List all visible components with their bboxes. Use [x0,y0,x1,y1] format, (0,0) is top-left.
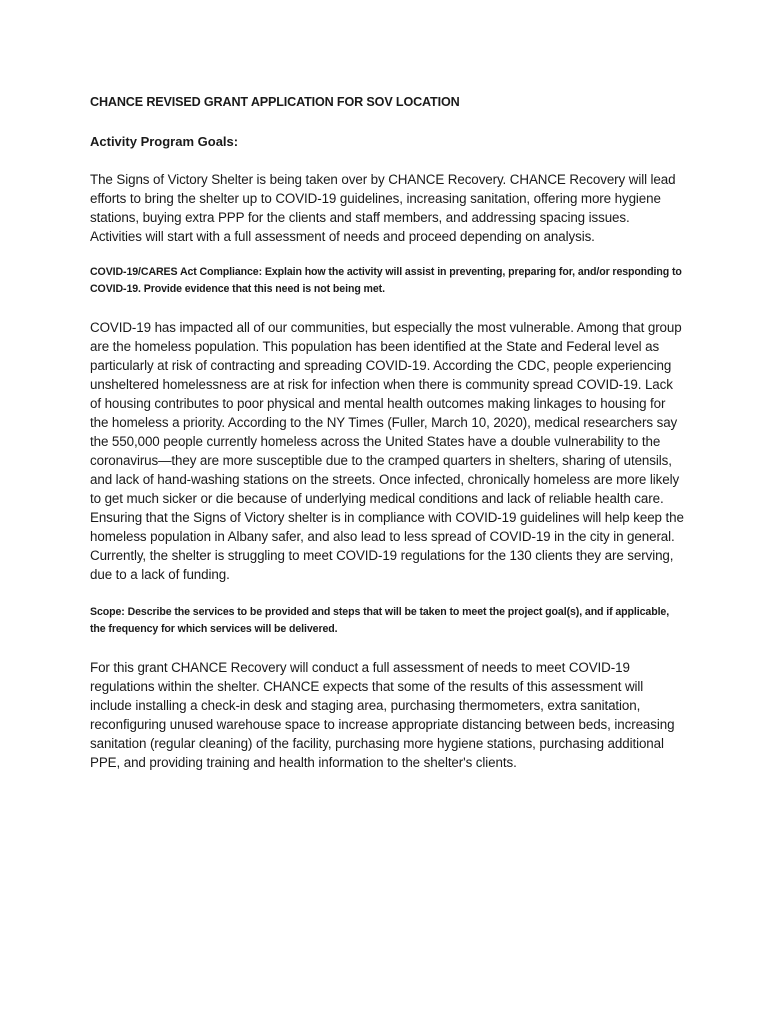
scope-prompt: Scope: Describe the services to be provided and steps that will be taken to meet the project goal(s), and if applicable, the frequency for which services will be delivered. [90,606,670,635]
scope-paragraph: For this grant CHANCE Recovery will conduct a full assessment of needs to meet COVID-19 regulations within the shelter. CHANCE expects that some of the results of this assessment will include installing a check-in desk and staging area, purchasing thermometers, extra sanitation, reconfiguring unused warehouse space to increase appropriate distancing between beds, increasing sanitation (regular cleaning) of the facility, purchasing more hygiene stations, purchasing additional PPE, and providing training and health information to the shelter's clients. [90,660,675,770]
document-title: CHANCE REVISED GRANT APPLICATION FOR SOV LOCATION [90,95,460,109]
compliance-paragraph: COVID-19 has impacted all of our communities, but especially the most vulnerable. Among that group are the homeless population. This population has been identified at the State and Federal level as particularly at risk of contracting and spreading COVID-19. According the CDC, people experiencing unsheltered homelessness are at risk for infection when there is community spread COVID-19. Lack of housing contributes to poor physical and mental health outcomes making linkages to housing for the homeless a priority. According to the NY Times (Fuller, March 10, 2020), medical researchers say the 550,000 people currently homeless across the United States have a double vulnerability to the coronavirus—they are more susceptible due to the cramped quarters in shelters, sharing of utensils, and lack of hand-washing stations on the streets. Once infected, chronically homeless are more likely to get much sicker or die because of underlying medical conditions and lack of reliable health care. Ensuring that the Signs of Victory shelter is in compliance with COVID-19 guidelines will help keep the homeless population in Albany safer, and also lead to less spread of COVID-19 in the city in general. Currently, the shelter is struggling to meet COVID-19 regulations for the 130 clients they are serving, due to a lack of funding. [90,320,684,582]
activity-paragraph: The Signs of Victory Shelter is being taken over by CHANCE Recovery. CHANCE Recovery will lead efforts to bring the shelter up to COVID-19 guidelines, increasing sanitation, offering more hygiene stations, buying extra PPP for the clients and staff members, and addressing spacing issues. Activities will start with a full assessment of needs and proceed depending on analysis. [90,172,676,244]
activity-heading: Activity Program Goals: [90,134,239,149]
compliance-prompt: COVID-19/CARES Act Compliance: Explain how the activity will assist in preventing, preparing for, and/or responding to COVID-19. Provide evidence that this need is not being met. [90,266,682,295]
